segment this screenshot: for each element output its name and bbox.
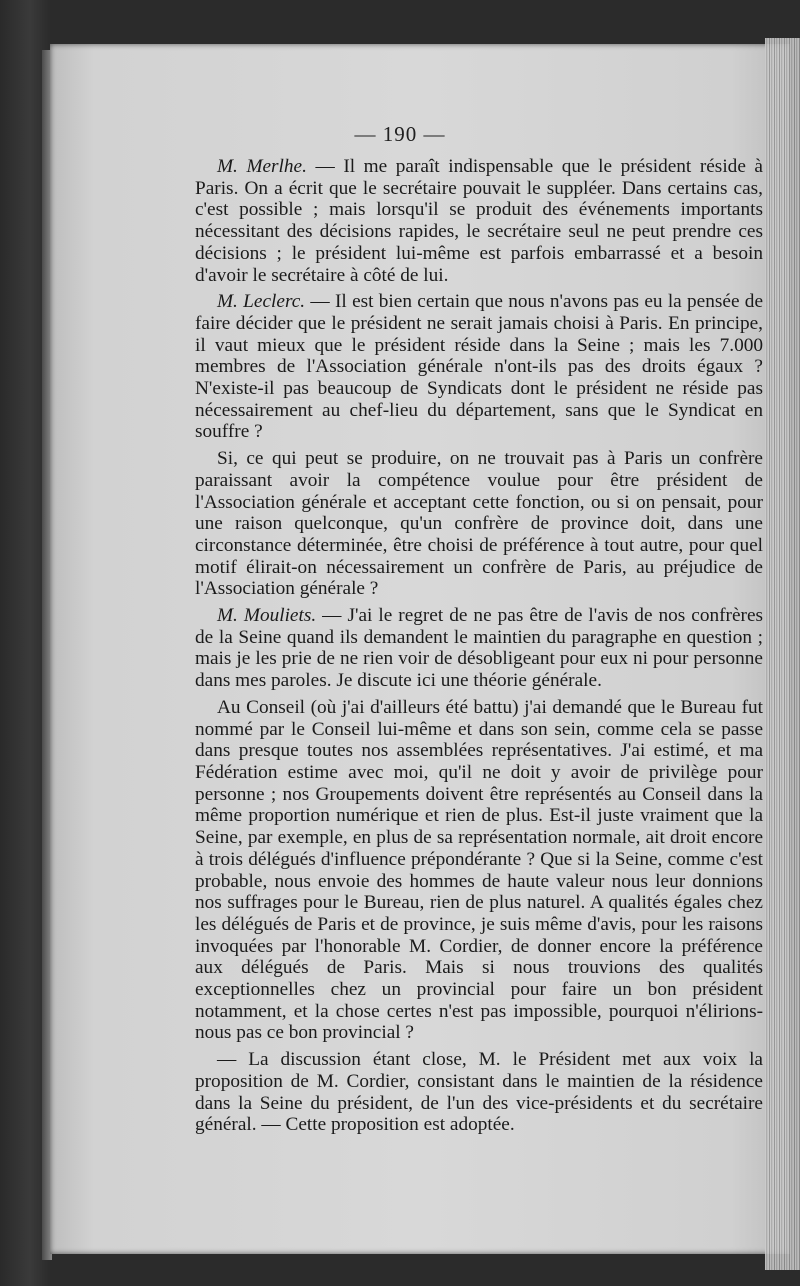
paragraph bbox=[195, 448, 763, 600]
paragraph-text: Si, ce qui peut se produire, on ne trouvait pas à Paris un confrère paraissant avoir la compétence voulue pour être président de l'Association générale et acceptant cette fonction, ou si on pensait, pour une raison quelconque, qu'un confrère de province doit, dans une circonstance déterminée, être choisi de préférence à tout autre, pour quel motif élirait-on nécessairement un confrère de Paris, au préjudice de l'Association générale ? bbox=[195, 448, 763, 600]
paragraph bbox=[195, 156, 763, 286]
paragraph-text: — Il est bien certain que nous n'avons pas eu la pensée de faire décider que le président ne serait jamais choisi à Paris. En principe, il vaut mieux que le président réside dans la Seine ; mais les 7.000 membres de l'Association générale n'ont-ils pas des droits égaux ? N'existe-il pas beaucoup de Syndicats dont le président ne réside pas nécessairement au chef-lieu du département, sans que le Syndicat en souffre ? bbox=[195, 291, 763, 443]
paragraph-text: Au Conseil (où j'ai d'ailleurs été battu) j'ai demandé que le Bureau fut nommé par le Conseil lui-même et dans son sein, comme cela se passe dans presque toutes nos assemblées représentatives. J'ai estimé, et ma Fédération estime avec moi, qu'il ne doit y avoir de privilège pour personne ; nos Groupements doivent être représentés au Conseil dans la même proportion numérique et rien de plus. Est-il juste vraiment que la Seine, par exemple, en plus de sa représentation normale, ait droit encore à trois délégués d'influence prépondérante ? Que si la Seine, comme c'est probable, nous envoie des hommes de haute valeur nous leur donnions nos suffrages pour le Bureau, rien de plus naturel. A qualités égales chez les délégués de Paris et de province, je suis même d'avis, pour les raisons invoquées par l'honorable M. Cordier, de donner encore la préférence aux délégués de Paris. Mais si nous trouvions des qualités exceptionnelles chez un provincial pour faire un bon président notamment, et la chose certes n'est pas impossible, pourquoi n'élirions-nous pas ce bon provincial ? bbox=[195, 696, 763, 1044]
body-text bbox=[195, 156, 763, 1141]
speaker: M. Mouliets. bbox=[217, 605, 317, 627]
paragraph bbox=[195, 1049, 763, 1136]
paragraph-text: — Il me paraît indispensable que le président réside à Paris. On a écrit que le secrétaire pouvait le suppléer. Dans certains cas, c'est possible ; mais lorsqu'il se produit des événements importants nécessitant des décisions rapides, le secrétaire seul ne peut prendre ces décisions ; le président lui-même est parfois embarrassé et a besoin d'avoir le secrétaire à côté de lui. bbox=[195, 156, 763, 286]
page-stack-edge bbox=[765, 38, 800, 1270]
paragraph bbox=[195, 291, 763, 443]
page-number: — 190 — bbox=[354, 122, 446, 146]
speaker: M. Leclerc. bbox=[217, 291, 306, 313]
speaker: M. Merlhe. bbox=[217, 156, 307, 177]
paragraph-text: — La discussion étant close, M. le Président met aux voix la proposition de M. Cordier, consistant dans le maintien de la résidence dans la Seine du président, de l'un des vice-présidents et du secrétaire général. — Cette proposition est adoptée. bbox=[195, 1049, 763, 1136]
paragraph bbox=[195, 697, 763, 1044]
paragraph bbox=[195, 605, 763, 692]
paragraph-text: — J'ai le regret de ne pas être de l'avis de nos confrères de la Seine quand ils demandent le maintien du paragraphe en question ; mais je les prie de ne rien voir de désobligeant pour eux ni pour personne dans mes paroles. Je discute ici une théorie générale. bbox=[195, 605, 764, 692]
